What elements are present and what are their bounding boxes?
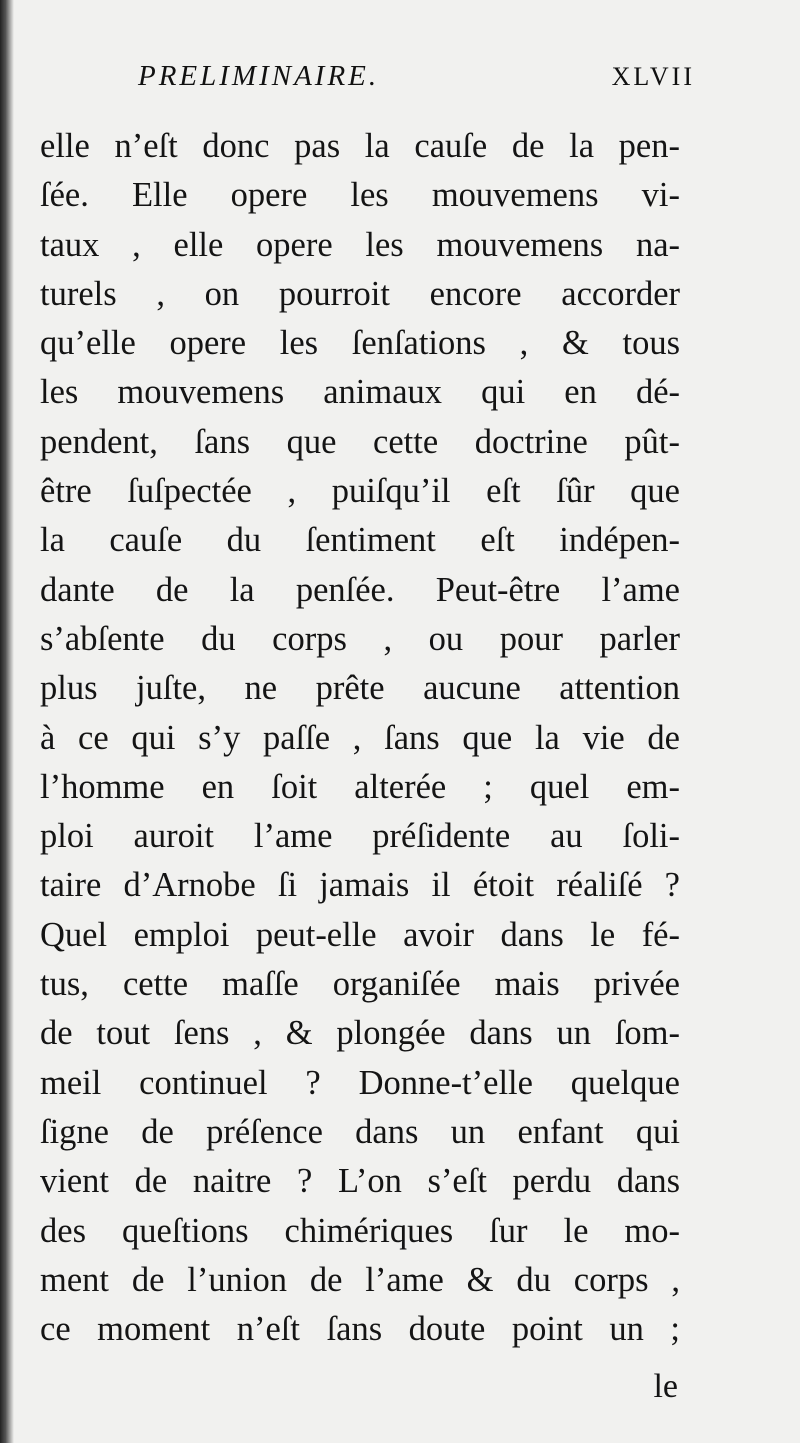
text-line: pendent, ſans que cette doctrine pût- — [40, 422, 680, 461]
text-line: vient de naitre ? L’on s’eſt perdu dans — [40, 1162, 680, 1201]
text-line: tus, cette maſſe organiſée mais privée — [40, 965, 680, 1004]
text-line: l’homme en ſoit alterée ; quel em- — [40, 767, 680, 806]
text-line: taire d’Arnobe ſi jamais il étoit réaliſé ? — [40, 866, 680, 905]
text-line: meil continuel ? Donne-t’elle quelque — [40, 1063, 680, 1102]
text-line: ploi auroit l’ame préſidente au ſoli- — [40, 817, 680, 856]
text-line: dante de la penſée. Peut-être l’ame — [40, 570, 680, 609]
text-line: qu’elle opere les ſenſations , & tous — [40, 324, 680, 363]
text-line: à ce qui s’y paſſe , ſans que la vie de — [40, 718, 680, 757]
running-title: PRELIMINAIRE. — [138, 60, 380, 92]
text-line: être ſuſpectée , puiſqu’il eſt ſûr que — [40, 472, 680, 511]
text-line: ment de l’union de l’ame & du corps , — [40, 1260, 680, 1299]
text-line: ſigne de préſence dans un enfant qui — [40, 1112, 680, 1151]
text-line: elle n’eſt donc pas la cauſe de la pen- — [40, 127, 680, 165]
text-line: ce moment n’eſt ſans doute point un ; — [40, 1310, 680, 1349]
text-line: plus juſte, ne prête aucune attention — [40, 669, 680, 708]
catchword: le — [653, 1368, 678, 1405]
text-line: turels , on pourroit encore accorder — [40, 274, 680, 313]
text-line: des queſtions chimériques ſur le mo- — [40, 1211, 680, 1250]
text-line: taux , elle opere les mouvemens na- — [40, 225, 680, 264]
text-line: les mouvemens animaux qui en dé- — [40, 373, 680, 412]
text-line: Quel emploi peut-elle avoir dans le fé- — [40, 915, 680, 954]
spine-shadow — [0, 0, 14, 1443]
text-line: de tout ſens , & plongée dans un ſom- — [40, 1014, 680, 1053]
text-line: s’abſente du corps , ou pour parler — [40, 619, 680, 658]
page-number: XLVII — [611, 62, 695, 91]
body-text — [40, 122, 680, 1354]
text-line: ſée. Elle opere les mouvemens vi- — [40, 176, 680, 215]
text-line: la cauſe du ſentiment eſt indépen- — [40, 521, 680, 560]
page-header — [40, 60, 695, 100]
